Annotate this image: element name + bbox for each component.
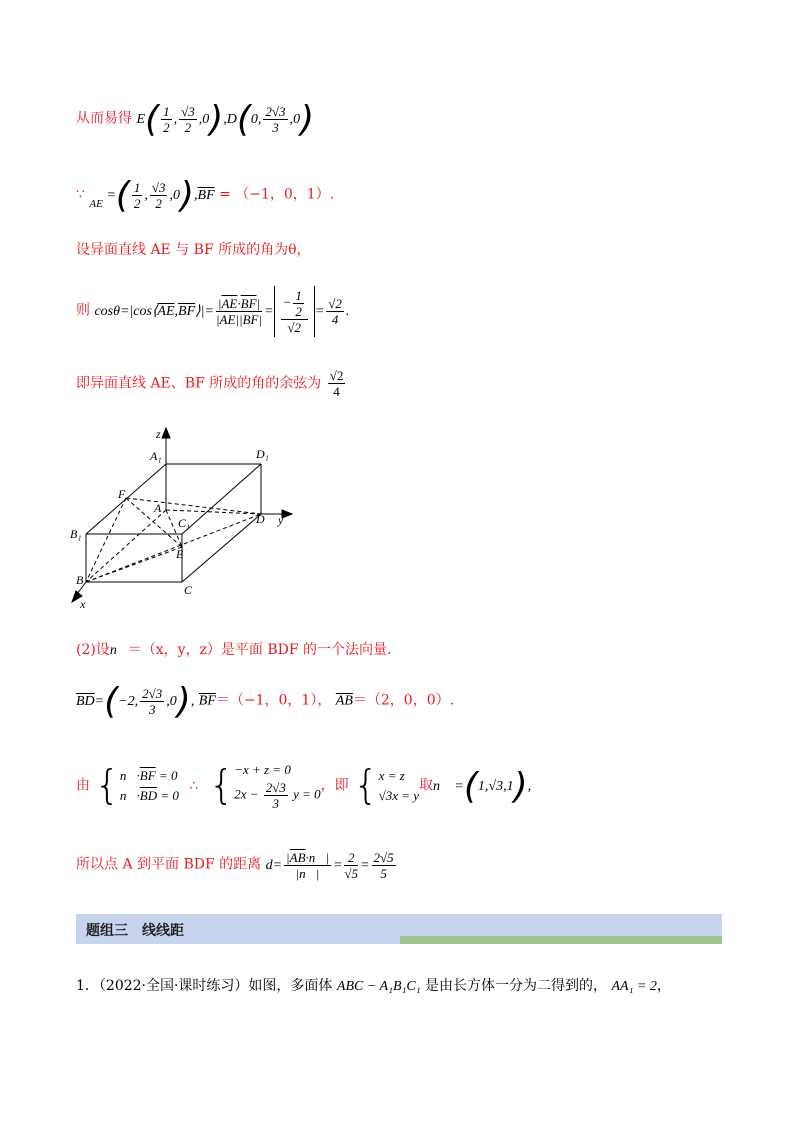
system-1: $n⃗\cdot\overline{BF} = 0$ $n⃗\cdot\overline{BD} = 0$ — [119, 767, 179, 803]
label-x: x — [80, 597, 86, 611]
angle-def-line: 设异面直线 AE 与 BF 所成的角为θ， — [76, 242, 311, 258]
normal-vector-line — [76, 640, 392, 661]
brace-1: { — [94, 762, 120, 809]
brace-3: { — [353, 762, 379, 809]
distance-line — [76, 850, 398, 881]
vectors-line — [76, 174, 335, 216]
ie-text: ，即 — [320, 777, 349, 794]
label-c: C — [184, 583, 193, 597]
system-3: x = z √3x = y — [378, 767, 420, 803]
part-two-prefix: (2)设 — [76, 642, 110, 658]
take-text: 取 — [419, 777, 434, 794]
coords-line-prefix: 从而易得 — [76, 110, 132, 127]
equation-system-line — [76, 760, 531, 811]
vector-ab-symbol: $\overline{AB}$ — [335, 693, 353, 709]
plane-vectors-line — [76, 680, 455, 722]
cosine-line — [76, 286, 349, 337]
problem-end: ， — [656, 978, 671, 994]
cosine-line-prefix: 则 — [76, 302, 90, 319]
normal-vector-text: ＝（x，y，z）是平面 BDF 的一个法向量. — [127, 642, 392, 658]
from-prefix: 由 — [76, 777, 90, 794]
coords-line — [76, 98, 315, 140]
cosine-result-prefix: 即异面直线 AE、BF 所成的角的余弦为 — [76, 375, 322, 392]
section-banner — [76, 914, 722, 944]
problem-prefix: 1．（2022·全国·课时练习）如图，多面体 — [76, 978, 333, 994]
label-z: z — [156, 427, 161, 441]
normal-vector-result: n⃗ =(1,√3,1), — [433, 765, 532, 807]
normal-vector-symbol: n⃗ — [109, 643, 128, 658]
vector-bf-text: ＝（−1，0，1）， — [215, 692, 332, 709]
label-f: F — [118, 487, 126, 501]
banner-strip — [400, 936, 722, 944]
cosine-result-line — [76, 368, 347, 399]
polyhedron-formula: ABC − A₁B₁C₁ — [336, 979, 421, 994]
therefore-symbol: ∴ — [189, 777, 199, 794]
label-c1: C₁ — [178, 516, 191, 530]
problem-middle: 是由长方体一分为二得到的， — [425, 978, 608, 994]
label-e: E — [176, 547, 184, 561]
because-symbol: ∵ — [76, 186, 85, 203]
distance-formula: d= $\frac{|\overline{AB}\cdot n⃗|}{|n⃗|}$ = $\frac{2}{√5}$ = $\frac{2√5}{5}$ — [265, 850, 394, 881]
label-a: A — [154, 501, 162, 515]
label-y: y — [278, 513, 284, 527]
cuboid-figure — [70, 420, 310, 620]
section-title: 题组三 线线距 — [86, 923, 184, 939]
vector-ab-text: ＝（2，0，0）. — [352, 692, 455, 709]
vector-bd-formula: $\overline{BD}=(-2$, $\frac{2√3}{3}$ ,0), — [76, 680, 195, 722]
aa1-formula: AA₁ = 2 — [611, 979, 657, 994]
label-d: D — [256, 512, 265, 526]
vector-bf-symbol: $\overline{BF}$ — [198, 693, 216, 709]
label-a1: A₁ — [150, 449, 162, 463]
distance-prefix: 所以点 A 到平面 BDF 的距离 — [76, 856, 262, 873]
problem-line — [76, 976, 671, 997]
vector-bf-value: = （−1，0，1）. — [219, 186, 335, 203]
vector-ae-formula: $_{AE}$ =( $\frac{1}{2}$ , $\frac{√3}{2}$ $,0),\overline{BF}$ — [89, 174, 215, 216]
label-b1: B₁ — [70, 527, 82, 541]
system-2: −x + z = 0 2x − $\frac{2√3}{3}$ y = 0 — [234, 762, 321, 811]
point-e-formula: E( $\frac{1}{2}$ , $\frac{√3}{2}$ ,0),D(0, $\frac{2√3}{3}$ ,0) — [136, 98, 315, 140]
label-d1: D₁ — [256, 447, 269, 461]
cosine-result-value: $\frac{√2}{4}$ — [329, 368, 344, 399]
brace-2: { — [208, 762, 235, 809]
label-b: B — [76, 573, 84, 587]
cosine-formula: $\cos\theta=|\cos⟨\overline{AE},\overline{BF}⟩|=$ $\frac{|\overline{AE}\cdot\overline{BF}|}{|\overline{AE}||\overline{BF}|}$ = − $\frac{1}{2}$ √2 = $\frac{√2}{4}$ . — [94, 288, 350, 335]
